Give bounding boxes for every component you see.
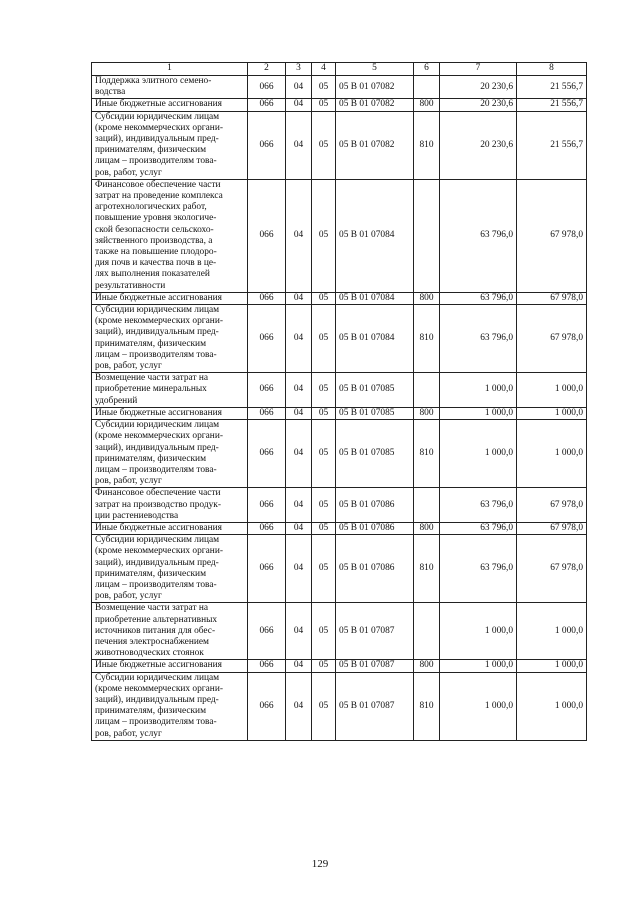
row-name: Финансовое обеспечение части затрат на проведение комплекса агротехнологических работ, повышение уровня экологиче- ской безопасности сельскохо- зяйственного производства, а также на повышение плодоро- дия почв и качества почв в це- лях выполнения показателей результативности	[92, 179, 248, 292]
row-subsection-code: 05	[312, 179, 336, 292]
row-section-code: 04	[286, 603, 312, 660]
row-name: Субсидии юридическим лицам (кроме некоммерческих органи- заций), индивидуальным пред- принимателям, физическим лицам – производителям това- ров, работ, услуг	[92, 535, 248, 603]
row-expense-type: 800	[414, 99, 440, 111]
row-section-code: 04	[286, 522, 312, 534]
row-target-article: 05 В 01 07082	[336, 99, 414, 111]
budget-table	[91, 62, 587, 741]
row-amount-2: 67 978,0	[517, 535, 587, 603]
row-expense-type	[414, 603, 440, 660]
row-amount-2: 1 000,0	[517, 660, 587, 672]
row-name: Иные бюджетные ассигнования	[92, 292, 248, 304]
row-subsection-code: 05	[312, 305, 336, 373]
table-row	[92, 292, 587, 304]
row-admin-code: 066	[248, 420, 286, 488]
row-subsection-code: 05	[312, 99, 336, 111]
row-amount-1: 20 230,6	[440, 99, 517, 111]
table-row	[92, 99, 587, 111]
row-admin-code: 066	[248, 99, 286, 111]
row-name: Субсидии юридическим лицам (кроме некоммерческих органи- заций), индивидуальным пред- принимателям, физическим лицам – производителям това- ров, работ, услуг	[92, 420, 248, 488]
row-admin-code: 066	[248, 535, 286, 603]
row-amount-1: 63 796,0	[440, 292, 517, 304]
page-number: 129	[311, 858, 329, 870]
row-amount-2: 1 000,0	[517, 420, 587, 488]
table-row	[92, 373, 587, 408]
col-header-name: 1	[92, 63, 248, 76]
row-admin-code: 066	[248, 76, 286, 99]
row-amount-1: 1 000,0	[440, 373, 517, 408]
row-section-code: 04	[286, 99, 312, 111]
row-amount-2: 21 556,7	[517, 76, 587, 99]
row-section-code: 04	[286, 179, 312, 292]
row-section-code: 04	[286, 488, 312, 523]
row-target-article: 05 В 01 07086	[336, 522, 414, 534]
row-amount-2: 1 000,0	[517, 407, 587, 419]
row-subsection-code: 05	[312, 420, 336, 488]
row-admin-code: 066	[248, 660, 286, 672]
header-row	[92, 63, 587, 76]
row-expense-type: 800	[414, 522, 440, 534]
row-section-code: 04	[286, 660, 312, 672]
row-name: Поддержка элитного семено- водства	[92, 76, 248, 99]
row-target-article: 05 В 01 07084	[336, 305, 414, 373]
row-subsection-code: 05	[312, 488, 336, 523]
row-target-article: 05 В 01 07087	[336, 672, 414, 740]
row-amount-2: 67 978,0	[517, 179, 587, 292]
row-expense-type	[414, 179, 440, 292]
row-amount-1: 63 796,0	[440, 179, 517, 292]
row-amount-2: 1 000,0	[517, 672, 587, 740]
row-amount-1: 63 796,0	[440, 488, 517, 523]
row-expense-type: 810	[414, 535, 440, 603]
row-amount-2: 21 556,7	[517, 111, 587, 179]
row-section-code: 04	[286, 407, 312, 419]
row-expense-type: 800	[414, 660, 440, 672]
row-subsection-code: 05	[312, 672, 336, 740]
row-subsection-code: 05	[312, 407, 336, 419]
row-subsection-code: 05	[312, 111, 336, 179]
row-target-article: 05 В 01 07087	[336, 603, 414, 660]
row-amount-1: 1 000,0	[440, 672, 517, 740]
row-admin-code: 066	[248, 179, 286, 292]
row-target-article: 05 В 01 07082	[336, 111, 414, 179]
col-header-target-article: 5	[336, 63, 414, 76]
row-name: Финансовое обеспечение части затрат на производство продук- ции растениеводства	[92, 488, 248, 523]
row-amount-1: 1 000,0	[440, 603, 517, 660]
table-row	[92, 305, 587, 373]
row-target-article: 05 В 01 07086	[336, 488, 414, 523]
row-admin-code: 066	[248, 111, 286, 179]
row-name: Возмещение части затрат на приобретение альтернативных источников питания для обес- печения электроснабжением животноводческих стоянок	[92, 603, 248, 660]
row-section-code: 04	[286, 373, 312, 408]
row-amount-2: 67 978,0	[517, 305, 587, 373]
row-name: Субсидии юридическим лицам (кроме некоммерческих органи- заций), индивидуальным пред- принимателям, физическим лицам – производителям това- ров, работ, услуг	[92, 305, 248, 373]
row-admin-code: 066	[248, 292, 286, 304]
row-admin-code: 066	[248, 305, 286, 373]
row-admin-code: 066	[248, 603, 286, 660]
table-row	[92, 535, 587, 603]
row-section-code: 04	[286, 420, 312, 488]
row-target-article: 05 В 01 07082	[336, 76, 414, 99]
col-header-expense-type: 6	[414, 63, 440, 76]
row-expense-type: 800	[414, 292, 440, 304]
row-target-article: 05 В 01 07084	[336, 179, 414, 292]
row-admin-code: 066	[248, 373, 286, 408]
table-row	[92, 407, 587, 419]
row-target-article: 05 В 01 07085	[336, 420, 414, 488]
table-body	[92, 76, 587, 741]
table-row	[92, 603, 587, 660]
row-amount-1: 20 230,6	[440, 76, 517, 99]
row-subsection-code: 05	[312, 292, 336, 304]
row-subsection-code: 05	[312, 522, 336, 534]
row-amount-2: 67 978,0	[517, 292, 587, 304]
row-amount-1: 1 000,0	[440, 660, 517, 672]
row-name: Иные бюджетные ассигнования	[92, 522, 248, 534]
row-amount-1: 1 000,0	[440, 420, 517, 488]
row-expense-type: 810	[414, 305, 440, 373]
row-expense-type	[414, 373, 440, 408]
row-target-article: 05 В 01 07087	[336, 660, 414, 672]
row-amount-1: 63 796,0	[440, 522, 517, 534]
row-name: Субсидии юридическим лицам (кроме некоммерческих органи- заций), индивидуальным пред- принимателям, физическим лицам – производителям това- ров, работ, услуг	[92, 672, 248, 740]
row-section-code: 04	[286, 535, 312, 603]
col-header-amount-2: 8	[517, 63, 587, 76]
row-target-article: 05 В 01 07085	[336, 407, 414, 419]
col-header-amount-1: 7	[440, 63, 517, 76]
row-expense-type: 810	[414, 420, 440, 488]
row-amount-2: 1 000,0	[517, 603, 587, 660]
row-section-code: 04	[286, 76, 312, 99]
row-amount-2: 21 556,7	[517, 99, 587, 111]
row-expense-type	[414, 76, 440, 99]
table-row	[92, 179, 587, 292]
row-subsection-code: 05	[312, 603, 336, 660]
row-amount-1: 1 000,0	[440, 407, 517, 419]
table-row	[92, 488, 587, 523]
row-section-code: 04	[286, 305, 312, 373]
row-target-article: 05 В 01 07086	[336, 535, 414, 603]
table-row	[92, 76, 587, 99]
table-row	[92, 672, 587, 740]
row-subsection-code: 05	[312, 660, 336, 672]
row-amount-2: 67 978,0	[517, 488, 587, 523]
row-amount-1: 63 796,0	[440, 305, 517, 373]
row-name: Иные бюджетные ассигнования	[92, 660, 248, 672]
col-header-section: 3	[286, 63, 312, 76]
row-section-code: 04	[286, 292, 312, 304]
row-subsection-code: 05	[312, 76, 336, 99]
row-section-code: 04	[286, 111, 312, 179]
row-subsection-code: 05	[312, 535, 336, 603]
row-expense-type	[414, 488, 440, 523]
row-name: Возмещение части затрат на приобретение минеральных удобрений	[92, 373, 248, 408]
row-name: Иные бюджетные ассигнования	[92, 407, 248, 419]
row-expense-type: 810	[414, 672, 440, 740]
col-header-admin: 2	[248, 63, 286, 76]
row-admin-code: 066	[248, 672, 286, 740]
col-header-subsection: 4	[312, 63, 336, 76]
table-row	[92, 111, 587, 179]
row-expense-type: 800	[414, 407, 440, 419]
row-amount-1: 20 230,6	[440, 111, 517, 179]
row-amount-2: 67 978,0	[517, 522, 587, 534]
row-name: Иные бюджетные ассигнования	[92, 99, 248, 111]
row-admin-code: 066	[248, 407, 286, 419]
row-admin-code: 066	[248, 522, 286, 534]
row-name: Субсидии юридическим лицам (кроме некоммерческих органи- заций), индивидуальным пред- принимателям, физическим лицам – производителям това- ров, работ, услуг	[92, 111, 248, 179]
row-amount-1: 63 796,0	[440, 535, 517, 603]
row-admin-code: 066	[248, 488, 286, 523]
row-target-article: 05 В 01 07085	[336, 373, 414, 408]
table-row	[92, 522, 587, 534]
table-row	[92, 660, 587, 672]
row-amount-2: 1 000,0	[517, 373, 587, 408]
row-section-code: 04	[286, 672, 312, 740]
row-target-article: 05 В 01 07084	[336, 292, 414, 304]
table-row	[92, 420, 587, 488]
row-subsection-code: 05	[312, 373, 336, 408]
row-expense-type: 810	[414, 111, 440, 179]
